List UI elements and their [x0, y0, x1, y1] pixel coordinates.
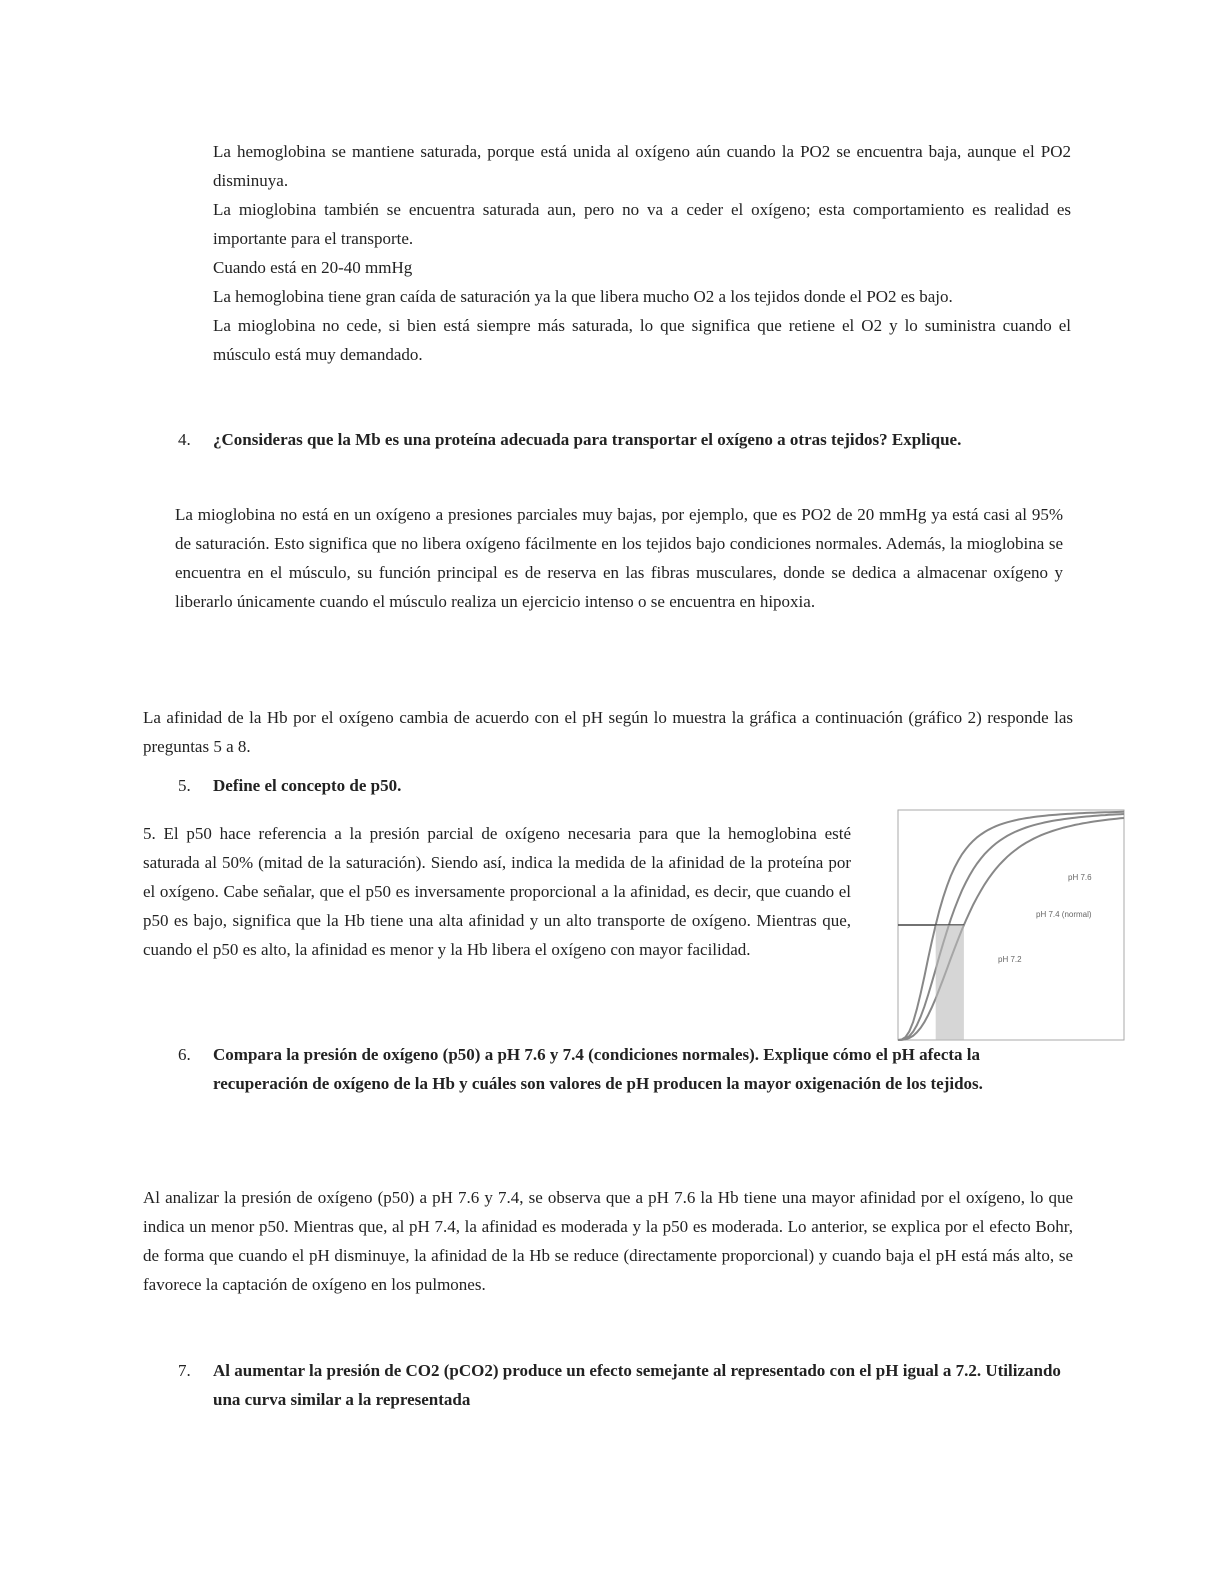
- label-ph74: pH 7.4 (normal): [1036, 910, 1092, 919]
- curve-ph72: [898, 818, 1124, 1040]
- label-ph76: pH 7.6: [1068, 873, 1092, 882]
- q5-question: Define el concepto de p50.: [213, 776, 402, 795]
- q5-answer: 5. El p50 hace referencia a la presión parcial de oxígeno necesaria para que la hemoglobina esté saturada al 50% (mitad de la saturación). Siendo así, indica la medida de la afinidad de la proteína por el oxígeno. Cabe señalar, que el p50 es inversamente proporcional a la afinidad, es decir, que cuando el p50 es bajo, significa que la Hb tiene una alta afinidad y un alto transporte de oxígeno. Mientras que, cuando el p50 es alto, la afinidad es menor y la Hb libera el oxígeno con mayor facilidad.: [143, 824, 851, 959]
- q4-number: 4.: [178, 430, 191, 449]
- q6-number: 6.: [178, 1045, 191, 1064]
- q6-answer: Al analizar la presión de oxígeno (p50) a pH 7.6 y 7.4, se observa que a pH 7.6 la Hb tiene una mayor afinidad por el oxígeno, lo que indica un menor p50. Mientras que, al pH 7.4, la afinidad es moderada y la p50 es moderada. Lo anterior, se explica por el efecto Bohr, de forma que cuando el pH disminuye, la afinidad de la Hb se reduce (directamente proporcional) y cuando baja el pH está más alto, se favorece la captación de oxígeno en los pulmones.: [143, 1188, 1073, 1294]
- section1-line: La mioglobina no cede, si bien está siempre más saturada, lo que significa que retiene el O2 y lo suministra cuando el músculo está muy demandado.: [213, 316, 1071, 364]
- section1-line: Cuando está en 20-40 mmHg: [213, 258, 413, 277]
- q4-question: ¿Consideras que la Mb es una proteína adecuada para transportar el oxígeno a otras tejidos? Explique.: [213, 430, 962, 449]
- intro-paragraph: La afinidad de la Hb por el oxígeno cambia de acuerdo con el pH según lo muestra la gráfica a continuación (gráfico 2) responde las preguntas 5 a 8.: [143, 708, 1073, 756]
- q7-question: Al aumentar la presión de CO2 (pCO2) produce un efecto semejante al representado con el pH igual a 7.2. Utilizando una curva similar a la representada: [213, 1361, 1061, 1409]
- section1-line: La hemoglobina tiene gran caída de saturación ya la que libera mucho O2 a los tejidos donde el PO2 es bajo.: [213, 287, 953, 306]
- p50-range-band: [936, 925, 964, 1040]
- label-ph72: pH 7.2: [998, 955, 1022, 964]
- section1-text: [213, 137, 1071, 369]
- q4-answer: La mioglobina no está en un oxígeno a presiones parciales muy bajas, por ejemplo, que es PO2 de 20 mmHg ya está casi al 95% de saturación. Esto significa que no libera oxígeno fácilmente en los tejidos bajo condiciones normales. Además, la mioglobina se encuentra en el músculo, su función principal es de reserva en las fibras musculares, donde se dedica a almacenar oxígeno y liberarlo únicamente cuando el músculo realiza un ejercicio intenso o se encuentra en hipoxia.: [175, 505, 1063, 611]
- q5-number: 5.: [178, 776, 191, 795]
- section1-line: La hemoglobina se mantiene saturada, porque está unida al oxígeno aún cuando la PO2 se encuentra baja, aunque el PO2 disminuya.: [213, 142, 1071, 190]
- section1-line: La mioglobina también se encuentra saturada aun, pero no va a ceder el oxígeno; esta comportamiento es realidad es importante para el transporte.: [213, 200, 1071, 248]
- q7-number: 7.: [178, 1361, 191, 1380]
- q6-question: Compara la presión de oxígeno (p50) a pH 7.6 y 7.4 (condiciones normales). Explique cómo el pH afecta la recuperación de oxígeno de la Hb y cuáles son valores de pH producen la mayor oxigenación de los tejidos.: [213, 1045, 983, 1093]
